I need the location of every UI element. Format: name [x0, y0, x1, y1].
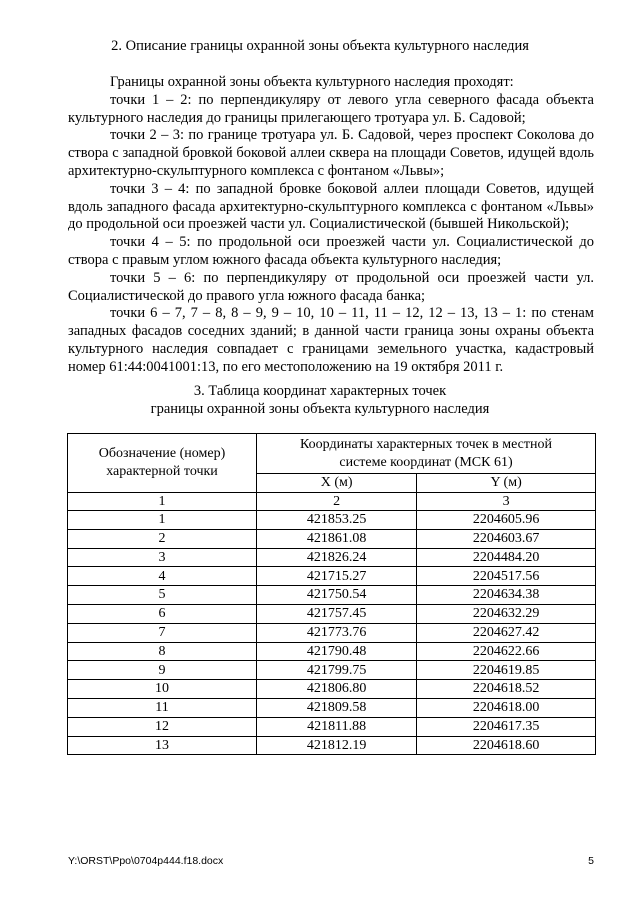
- section-3-title: [0, 382, 640, 418]
- paragraph: точки 2 – 3: по границе тротуара ул. Б. Садовой, через проспект Соколова до створа с западной бровкой боковой аллеи сквера на площади Советов, идущей вдоль архитектурно-скульптурного комплекса с фонтаном «Львы»;: [68, 127, 594, 179]
- table-row: [68, 736, 596, 755]
- x-coordinate-cell: 421806.80: [257, 680, 417, 699]
- y-coordinate-cell: 2204605.96: [417, 511, 596, 530]
- y-coordinate-cell: 2204618.52: [417, 680, 596, 699]
- y-coordinate-cell: 2204618.60: [417, 736, 596, 755]
- y-coordinate-cell: 2204617.35: [417, 717, 596, 736]
- y-coordinate-cell: 2204627.42: [417, 623, 596, 642]
- point-number-cell: 11: [68, 698, 257, 717]
- x-coordinate-cell: 421826.24: [257, 548, 417, 567]
- table-row: [68, 511, 596, 530]
- header-point-designation: Обозначение (номер) характерной точки: [68, 434, 257, 493]
- table-row: [68, 529, 596, 548]
- x-coordinate-cell: 421799.75: [257, 661, 417, 680]
- y-coordinate-cell: 2204618.00: [417, 698, 596, 717]
- table-row: [68, 586, 596, 605]
- x-coordinate-cell: 421809.58: [257, 698, 417, 717]
- paragraph: точки 5 – 6: по перпендикуляру от продольной оси проезжей части ул. Социалистической до правого угла южного фасада банка;: [68, 269, 594, 304]
- table-row: [68, 698, 596, 717]
- x-coordinate-cell: 421757.45: [257, 604, 417, 623]
- section-3-title-line1: 3. Таблица координат характерных точек: [193, 383, 447, 399]
- section-2-title: 2. Описание границы охранной зоны объекта культурного наследия: [111, 38, 529, 54]
- point-number-cell: 5: [68, 586, 257, 605]
- x-coordinate-cell: 421861.08: [257, 529, 417, 548]
- table-row: [68, 642, 596, 661]
- point-number-cell: 6: [68, 604, 257, 623]
- footer-page-number: 5: [588, 855, 594, 867]
- section-3-title-line2: границы охранной зоны объекта культурного наследия: [150, 401, 490, 417]
- y-coordinate-cell: 2204622.66: [417, 642, 596, 661]
- y-coordinate-cell: 2204603.67: [417, 529, 596, 548]
- x-coordinate-cell: 421812.19: [257, 736, 417, 755]
- x-coordinate-cell: 421811.88: [257, 717, 417, 736]
- header-y: Y (м): [417, 474, 596, 493]
- point-number-cell: 8: [68, 642, 257, 661]
- table-row: [68, 604, 596, 623]
- table-row: [68, 717, 596, 736]
- x-coordinate-cell: 421853.25: [257, 511, 417, 530]
- y-coordinate-cell: 2204632.29: [417, 604, 596, 623]
- y-coordinate-cell: 2204484.20: [417, 548, 596, 567]
- point-number-cell: 4: [68, 567, 257, 586]
- column-number: 2: [257, 492, 417, 511]
- header-coordinates: Координаты характерных точек в местной системе координат (МСК 61): [257, 434, 596, 474]
- y-coordinate-cell: 2204517.56: [417, 567, 596, 586]
- point-number-cell: 12: [68, 717, 257, 736]
- y-coordinate-cell: 2204634.38: [417, 586, 596, 605]
- footer-file-path: Y:\ORST\Ppo\0704p444.f18.docx: [68, 855, 224, 867]
- x-coordinate-cell: 421790.48: [257, 642, 417, 661]
- x-coordinate-cell: 421750.54: [257, 586, 417, 605]
- table-row: [68, 680, 596, 699]
- column-number: 3: [417, 492, 596, 511]
- table-row: [68, 548, 596, 567]
- column-number: 1: [68, 492, 257, 511]
- point-number-cell: 1: [68, 511, 257, 530]
- x-coordinate-cell: 421773.76: [257, 623, 417, 642]
- point-number-cell: 3: [68, 548, 257, 567]
- point-number-cell: 10: [68, 680, 257, 699]
- point-number-cell: 9: [68, 661, 257, 680]
- paragraph: точки 3 – 4: по западной бровке боковой аллеи площади Советов, идущей вдоль западного фасада архитектурно-скульптурного комплекса с фонтаном «Львы» до продольной оси проезжей части ул. Социалистической (бывшей Никольской);: [68, 180, 594, 233]
- paragraph: Границы охранной зоны объекта культурного наследия проходят:: [110, 74, 514, 90]
- table-row: [68, 567, 596, 586]
- section-2-body: [68, 74, 594, 377]
- point-number-cell: 13: [68, 736, 257, 755]
- point-number-cell: 7: [68, 623, 257, 642]
- table-row: [68, 623, 596, 642]
- paragraph: точки 4 – 5: по продольной оси проезжей части ул. Социалистической до створа с правым углом южного фасада объекта культурного наследия;: [68, 234, 594, 268]
- y-coordinate-cell: 2204619.85: [417, 661, 596, 680]
- header-x: X (м): [257, 474, 417, 493]
- coordinates-table: [67, 433, 596, 755]
- x-coordinate-cell: 421715.27: [257, 567, 417, 586]
- point-number-cell: 2: [68, 529, 257, 548]
- paragraph: точки 6 – 7, 7 – 8, 8 – 9, 9 – 10, 10 – 11, 11 – 12, 12 – 13, 13 – 1: по стенам западных фасадов соседних зданий; в данной части граница зоны охраны объекта культурного наследия совпадает с границами земельного участка, кадастровый номер 61:44:0041001:13, по его местоположению на 19 октября 2011 г.: [68, 305, 594, 375]
- coordinates-table-body: [68, 511, 596, 755]
- paragraph: точки 1 – 2: по перпендикуляру от левого угла северного фасада объекта культурного наследия до границы прилегающего тротуара ул. Б. Садовой;: [68, 91, 594, 126]
- table-row: [68, 661, 596, 680]
